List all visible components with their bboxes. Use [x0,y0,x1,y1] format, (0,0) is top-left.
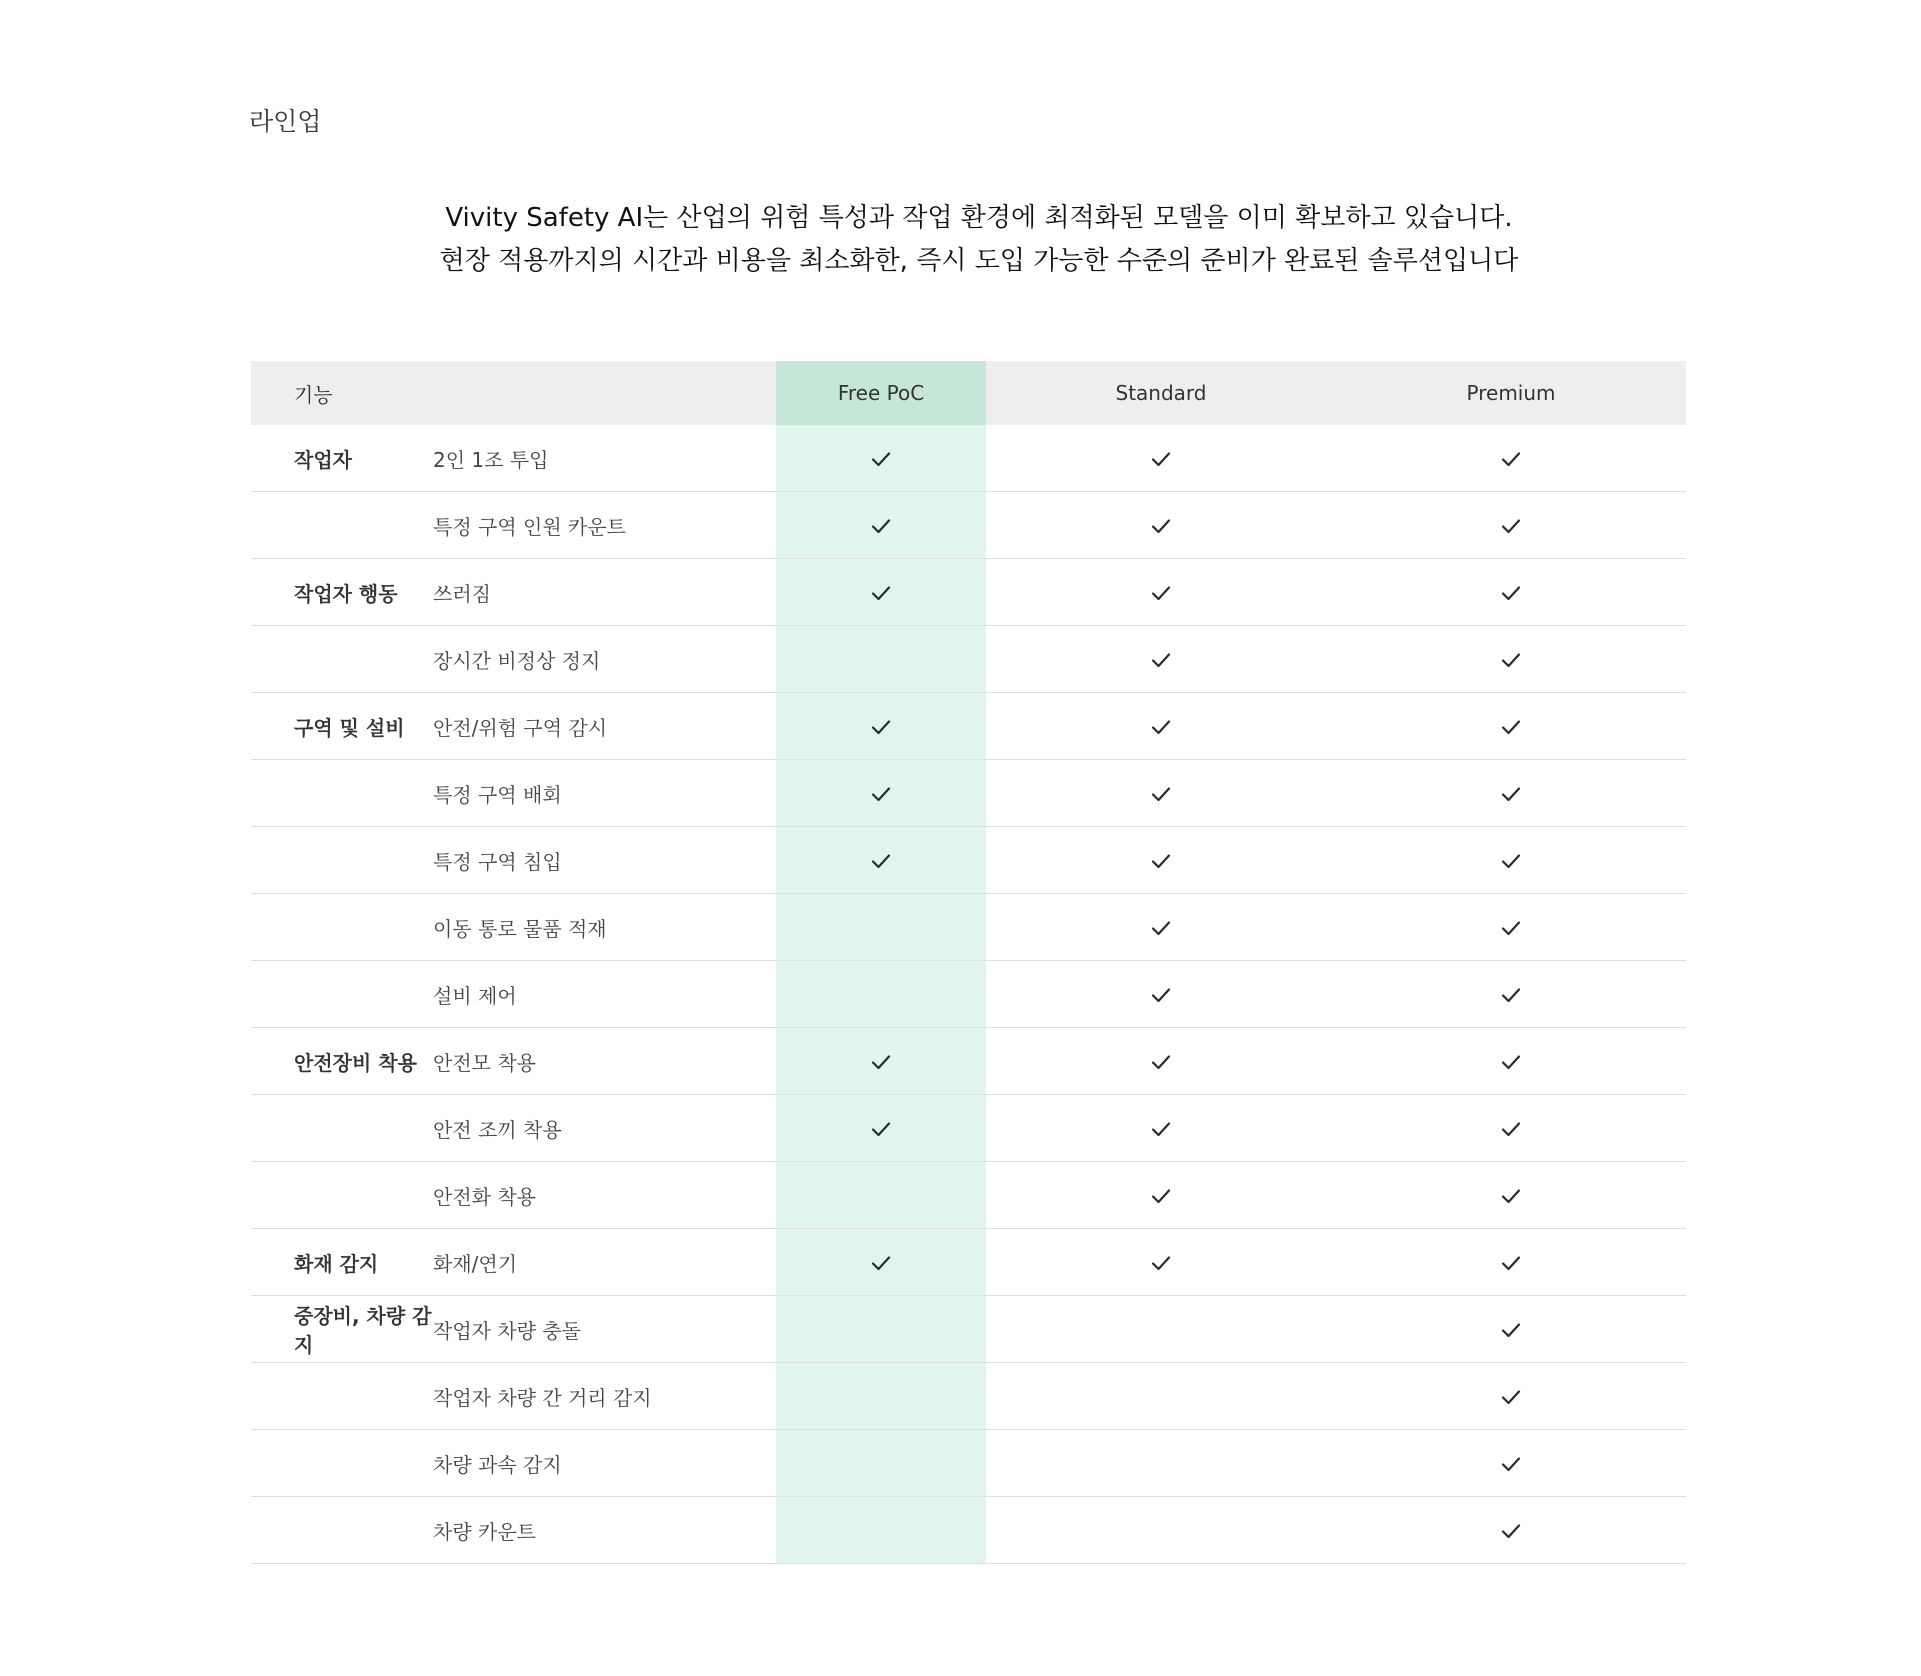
table-row [251,1363,1686,1430]
check-icon [1499,648,1523,672]
cell-premium [1336,760,1686,827]
table-row [251,961,1686,1028]
cell-free [776,894,986,961]
cell-free [776,693,986,760]
cell-premium [1336,1162,1686,1229]
row-feature: 2인 1조 투입 [433,425,776,492]
check-icon [1149,581,1173,605]
check-icon [869,849,893,873]
check-icon [1499,1117,1523,1141]
row-category [251,894,433,961]
check-icon [1149,1117,1173,1141]
check-icon [1499,916,1523,940]
check-icon [869,1251,893,1275]
check-icon [1499,1385,1523,1409]
row-feature: 설비 제어 [433,961,776,1028]
table-row [251,492,1686,559]
table-row [251,425,1686,492]
cell-standard [986,1095,1336,1162]
cell-free [776,1430,986,1497]
intro-line-2: 현장 적용까지의 시간과 비용을 최소화한, 즉시 도입 가능한 수준의 준비가 완료된 솔루션입니다 [439,246,1519,276]
check-icon [1149,715,1173,739]
table-row [251,1162,1686,1229]
table-row [251,760,1686,827]
cell-free [776,1363,986,1430]
cell-standard [986,492,1336,559]
check-icon [869,715,893,739]
cell-free [776,760,986,827]
table-body [251,425,1686,1564]
check-icon [1499,983,1523,1007]
table-row [251,894,1686,961]
check-icon [1499,1251,1523,1275]
check-icon [869,1117,893,1141]
cell-premium [1336,1095,1686,1162]
check-icon [1149,1184,1173,1208]
check-icon [1499,782,1523,806]
check-icon [1149,849,1173,873]
row-feature: 특정 구역 침입 [433,827,776,894]
check-icon [869,514,893,538]
check-icon [1149,1251,1173,1275]
cell-premium [1336,827,1686,894]
table-row [251,1095,1686,1162]
row-category [251,1430,433,1497]
cell-free [776,492,986,559]
cell-standard [986,693,1336,760]
table-row [251,559,1686,626]
row-feature: 차량 과속 감지 [433,1430,776,1497]
cell-premium [1336,425,1686,492]
row-feature: 안전모 착용 [433,1028,776,1095]
row-feature: 화재/연기 [433,1229,776,1296]
cell-free [776,1028,986,1095]
row-feature: 쓰러짐 [433,559,776,626]
row-category [251,1162,433,1229]
check-icon [869,581,893,605]
row-category: 안전장비 착용 [251,1028,433,1095]
check-icon [1149,514,1173,538]
cell-free [776,626,986,693]
row-feature: 특정 구역 배회 [433,760,776,827]
row-feature: 장시간 비정상 정지 [433,626,776,693]
row-category [251,961,433,1028]
row-category [251,1363,433,1430]
row-feature: 작업자 차량 간 거리 감지 [433,1363,776,1430]
lineup-table-container [251,361,1686,1564]
cell-standard [986,1296,1336,1363]
cell-free [776,1162,986,1229]
intro-text [0,197,1921,283]
cell-free [776,1229,986,1296]
table-row [251,1430,1686,1497]
row-category [251,827,433,894]
row-category [251,760,433,827]
row-category: 화재 감지 [251,1229,433,1296]
cell-standard [986,1028,1336,1095]
row-category: 구역 및 설비 [251,693,433,760]
check-icon [1149,1050,1173,1074]
table-row [251,626,1686,693]
check-icon [869,447,893,471]
cell-premium [1336,1296,1686,1363]
cell-premium [1336,894,1686,961]
check-icon [869,782,893,806]
cell-premium [1336,626,1686,693]
cell-standard [986,894,1336,961]
cell-standard [986,827,1336,894]
table-row [251,827,1686,894]
cell-standard [986,961,1336,1028]
check-icon [1149,983,1173,1007]
intro-line-1: Vivity Safety AI는 산업의 위험 특성과 작업 환경에 최적화된 모델을 이미 확보하고 있습니다. [445,203,1513,233]
row-feature: 작업자 차량 충돌 [433,1296,776,1363]
lineup-comparison-table [251,361,1686,1564]
cell-standard [986,559,1336,626]
cell-standard [986,760,1336,827]
row-feature: 안전/위험 구역 감시 [433,693,776,760]
header-feature: 기능 [251,361,776,425]
check-icon [1499,581,1523,605]
cell-standard [986,1497,1336,1564]
cell-free [776,1497,986,1564]
row-category [251,626,433,693]
row-feature: 안전화 착용 [433,1162,776,1229]
cell-free [776,425,986,492]
header-standard: Standard [986,361,1336,425]
header-premium: Premium [1336,361,1686,425]
cell-standard [986,1162,1336,1229]
check-icon [1499,1184,1523,1208]
table-row [251,1229,1686,1296]
table-row [251,1497,1686,1564]
header-row [251,361,1686,425]
cell-standard [986,425,1336,492]
check-icon [869,1050,893,1074]
table-header [251,361,1686,425]
check-icon [1499,1452,1523,1476]
cell-premium [1336,1229,1686,1296]
row-category: 중장비, 차량 감지 [251,1296,433,1363]
cell-standard [986,626,1336,693]
check-icon [1499,1318,1523,1342]
cell-premium [1336,1363,1686,1430]
cell-premium [1336,492,1686,559]
section-title: 라인업 [249,107,322,136]
check-icon [1499,1519,1523,1543]
row-category: 작업자 행동 [251,559,433,626]
cell-premium [1336,559,1686,626]
row-feature: 안전 조끼 착용 [433,1095,776,1162]
check-icon [1499,849,1523,873]
cell-premium [1336,693,1686,760]
cell-free [776,961,986,1028]
check-icon [1149,648,1173,672]
row-category [251,1497,433,1564]
cell-standard [986,1363,1336,1430]
check-icon [1149,447,1173,471]
cell-standard [986,1229,1336,1296]
cell-free [776,827,986,894]
cell-premium [1336,1430,1686,1497]
table-row [251,693,1686,760]
row-category [251,1095,433,1162]
table-row [251,1296,1686,1363]
row-feature: 특정 구역 인원 카운트 [433,492,776,559]
cell-free [776,1095,986,1162]
check-icon [1499,1050,1523,1074]
cell-standard [986,1430,1336,1497]
cell-free [776,559,986,626]
row-category [251,492,433,559]
check-icon [1149,782,1173,806]
check-icon [1499,715,1523,739]
header-free-poc: Free PoC [776,361,986,425]
cell-premium [1336,1497,1686,1564]
check-icon [1499,447,1523,471]
cell-premium [1336,1028,1686,1095]
row-category: 작업자 [251,425,433,492]
cell-free [776,1296,986,1363]
check-icon [1149,916,1173,940]
row-feature: 차량 카운트 [433,1497,776,1564]
check-icon [1499,514,1523,538]
row-feature: 이동 통로 물품 적재 [433,894,776,961]
table-row [251,1028,1686,1095]
cell-premium [1336,961,1686,1028]
